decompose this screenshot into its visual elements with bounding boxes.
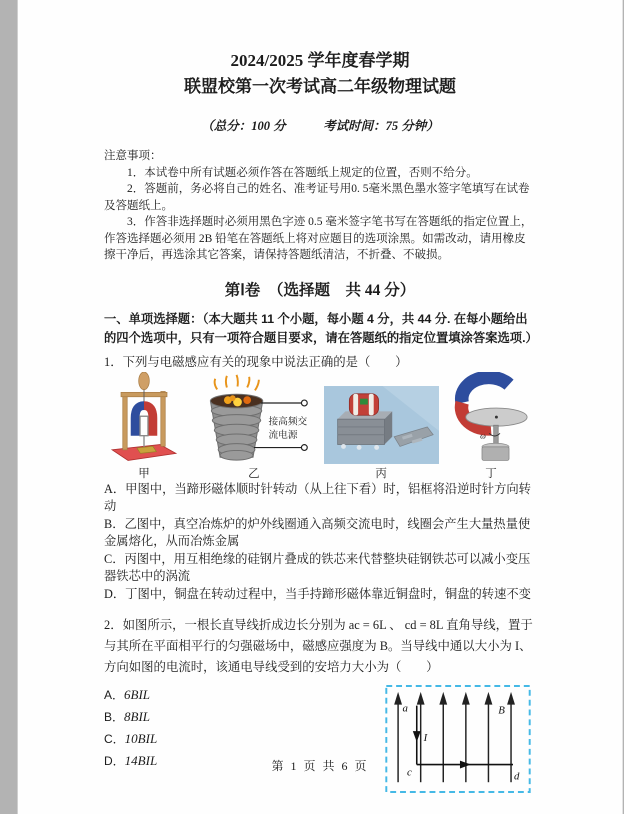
flame-mark: [215, 378, 218, 389]
core-foot: [356, 444, 361, 449]
question1-options: [104, 481, 536, 604]
coil-green-part: [360, 398, 368, 404]
q2-option-c: [104, 728, 157, 750]
q1-option-c: C．丙图中，用互相绝缘的硅钢片叠成的铁芯来代替整块硅钢铁芯可以减小变压器铁芯中的涡流: [104, 551, 531, 583]
coil-tape: [353, 393, 358, 414]
exam-paper-page: [17, 0, 623, 814]
question1-figures: [104, 375, 536, 481]
notice-item-2: 2．答题前，务必将自己的姓名、准考证号用0. 5毫米黑色墨水签字笔填写在试卷及答题纸上。: [104, 183, 530, 212]
figure-jia-label: 甲: [138, 467, 150, 480]
aluminum-frame: [140, 416, 148, 435]
q1-option-b: B．乙图中，真空冶炼炉的炉外线圈通入高频交流电时，线圈会产生大量热量使金属熔化，从而冶炼金属: [104, 516, 531, 548]
omega-label: ω: [480, 431, 486, 441]
terminal-circle: [302, 400, 308, 406]
figure-yi-label: 乙: [248, 467, 260, 480]
notice-heading: 注意事项：: [104, 150, 162, 162]
q2-option-a-letter: A．: [104, 688, 125, 702]
question2-field-diagram: [384, 684, 532, 794]
core-foot: [341, 444, 346, 449]
flame-mark: [226, 375, 227, 387]
molten-metal: [230, 395, 236, 401]
page-number-footer: 第 1 页 共 6 页: [271, 759, 369, 773]
q2-option-d-value: 14BIL: [124, 753, 158, 768]
q2-option-c-letter: C．: [104, 732, 125, 746]
figure-ding: [446, 372, 536, 481]
wooden-post-right: [161, 391, 165, 446]
q2-option-a-value: 6BIL: [124, 687, 151, 702]
page-content: [104, 0, 536, 794]
transformer-photo: [324, 386, 439, 464]
transformer-core: [337, 419, 384, 444]
cylindrical-base: [482, 446, 509, 460]
q2-option-a: [104, 684, 157, 706]
q2-option-b-letter: B．: [104, 710, 125, 724]
section1-instructions: 一、单项选择题：（本大题共 11 个小题，每小题 4 分，共 44 分. 在每小题给出的四个选项中，只有一项符合题目要求，请在答题纸的指定位置填涂答案选项.）: [104, 311, 538, 345]
figure-ding-label: 丁: [485, 467, 497, 480]
label-a: a: [402, 702, 408, 715]
q1-option-a: A．甲图中，当蹄形磁体顺时针转动（从上往下看）时，铝框将沿逆时针方向转动: [104, 481, 531, 513]
question2-stem: 2．如图所示，一根长直导线折成边长分别为 ac = 6L 、 cd = 8L 直角导线，置于与其所在平面相平行的匀强磁场中，磁感应强度为 B。当导线中通以大小为 I、方向如图的电流时，该通电导线受到的安培力大小为（ ）: [104, 618, 533, 674]
coil-tape: [368, 393, 373, 414]
field-arrowheads: [394, 692, 515, 705]
q2-option-b-value: 8BIL: [124, 709, 151, 724]
notice-section: [104, 148, 536, 264]
flame-mark: [237, 374, 238, 386]
flame-mark: [255, 379, 259, 390]
figure-bing: [324, 386, 439, 481]
question1-stem: 1．下列与电磁感应有关的现象中说法正确的是（ ）: [104, 354, 408, 369]
ac-source-annotation-line2: 流电源: [268, 429, 298, 441]
score-time-line: （总分：100 分 考试时间：75 分钟）: [201, 119, 439, 133]
induction-furnace-illustration: [191, 372, 316, 464]
ac-source-annotation-line1: 接高频交: [268, 415, 308, 427]
notice-item-1: 1．本试卷中所有试题必须作答在答题纸上规定的位置，否则不给分。: [127, 166, 478, 179]
exam-title-line2: 联盟校第一次考试高二年级物理试题: [184, 77, 456, 96]
notice-item-3: 3．作答非选择题时必须用黑色字迹 0.5 毫米签字笔书写在答题纸的指定位置上，作答选择题必须用 2B 铅笔在答题纸上将对应题目的选项涂黑。如需改动，请用橡皮擦干净后，再选涂其它答案，请保持答题纸清洁，不折叠、不破损。: [104, 216, 533, 261]
question2-body: [104, 684, 536, 794]
label-d: d: [513, 770, 520, 783]
disc-magnet-illustration: [446, 372, 536, 464]
current-arrow-down: [413, 731, 421, 742]
q2-option-b: [104, 706, 157, 728]
q2-option-c-value: 10BIL: [124, 731, 158, 746]
figure-bing-label: 丙: [375, 467, 387, 480]
label-c: c: [407, 766, 412, 779]
disc-center-dot: [495, 415, 498, 418]
q2-option-d-letter: D．: [104, 754, 125, 768]
horseshoe-magnet-blue-pole: [462, 377, 509, 402]
hand-finger: [139, 372, 150, 390]
section1-header: 第Ⅰ卷 （选择题 共 44 分）: [224, 281, 416, 299]
flame-mark: [248, 376, 250, 387]
exam-title-line1: 2024/2025 学年度春学期: [230, 51, 410, 70]
terminal-circle: [302, 444, 308, 450]
magnet-stand-illustration: [104, 372, 184, 464]
label-B: B: [498, 704, 505, 717]
molten-metal: [244, 396, 252, 404]
label-I: I: [423, 731, 428, 744]
q1-option-d: D．丁图中，铜盘在转动过程中，当手持蹄形磁体靠近铜盘时，铜盘的转速不变: [104, 586, 531, 601]
core-foot: [374, 444, 379, 449]
coil-ring: [220, 450, 253, 460]
question2-options: [104, 684, 157, 794]
figure-yi: [191, 372, 316, 481]
figure-jia: [104, 372, 184, 481]
wooden-post-left: [123, 393, 127, 450]
